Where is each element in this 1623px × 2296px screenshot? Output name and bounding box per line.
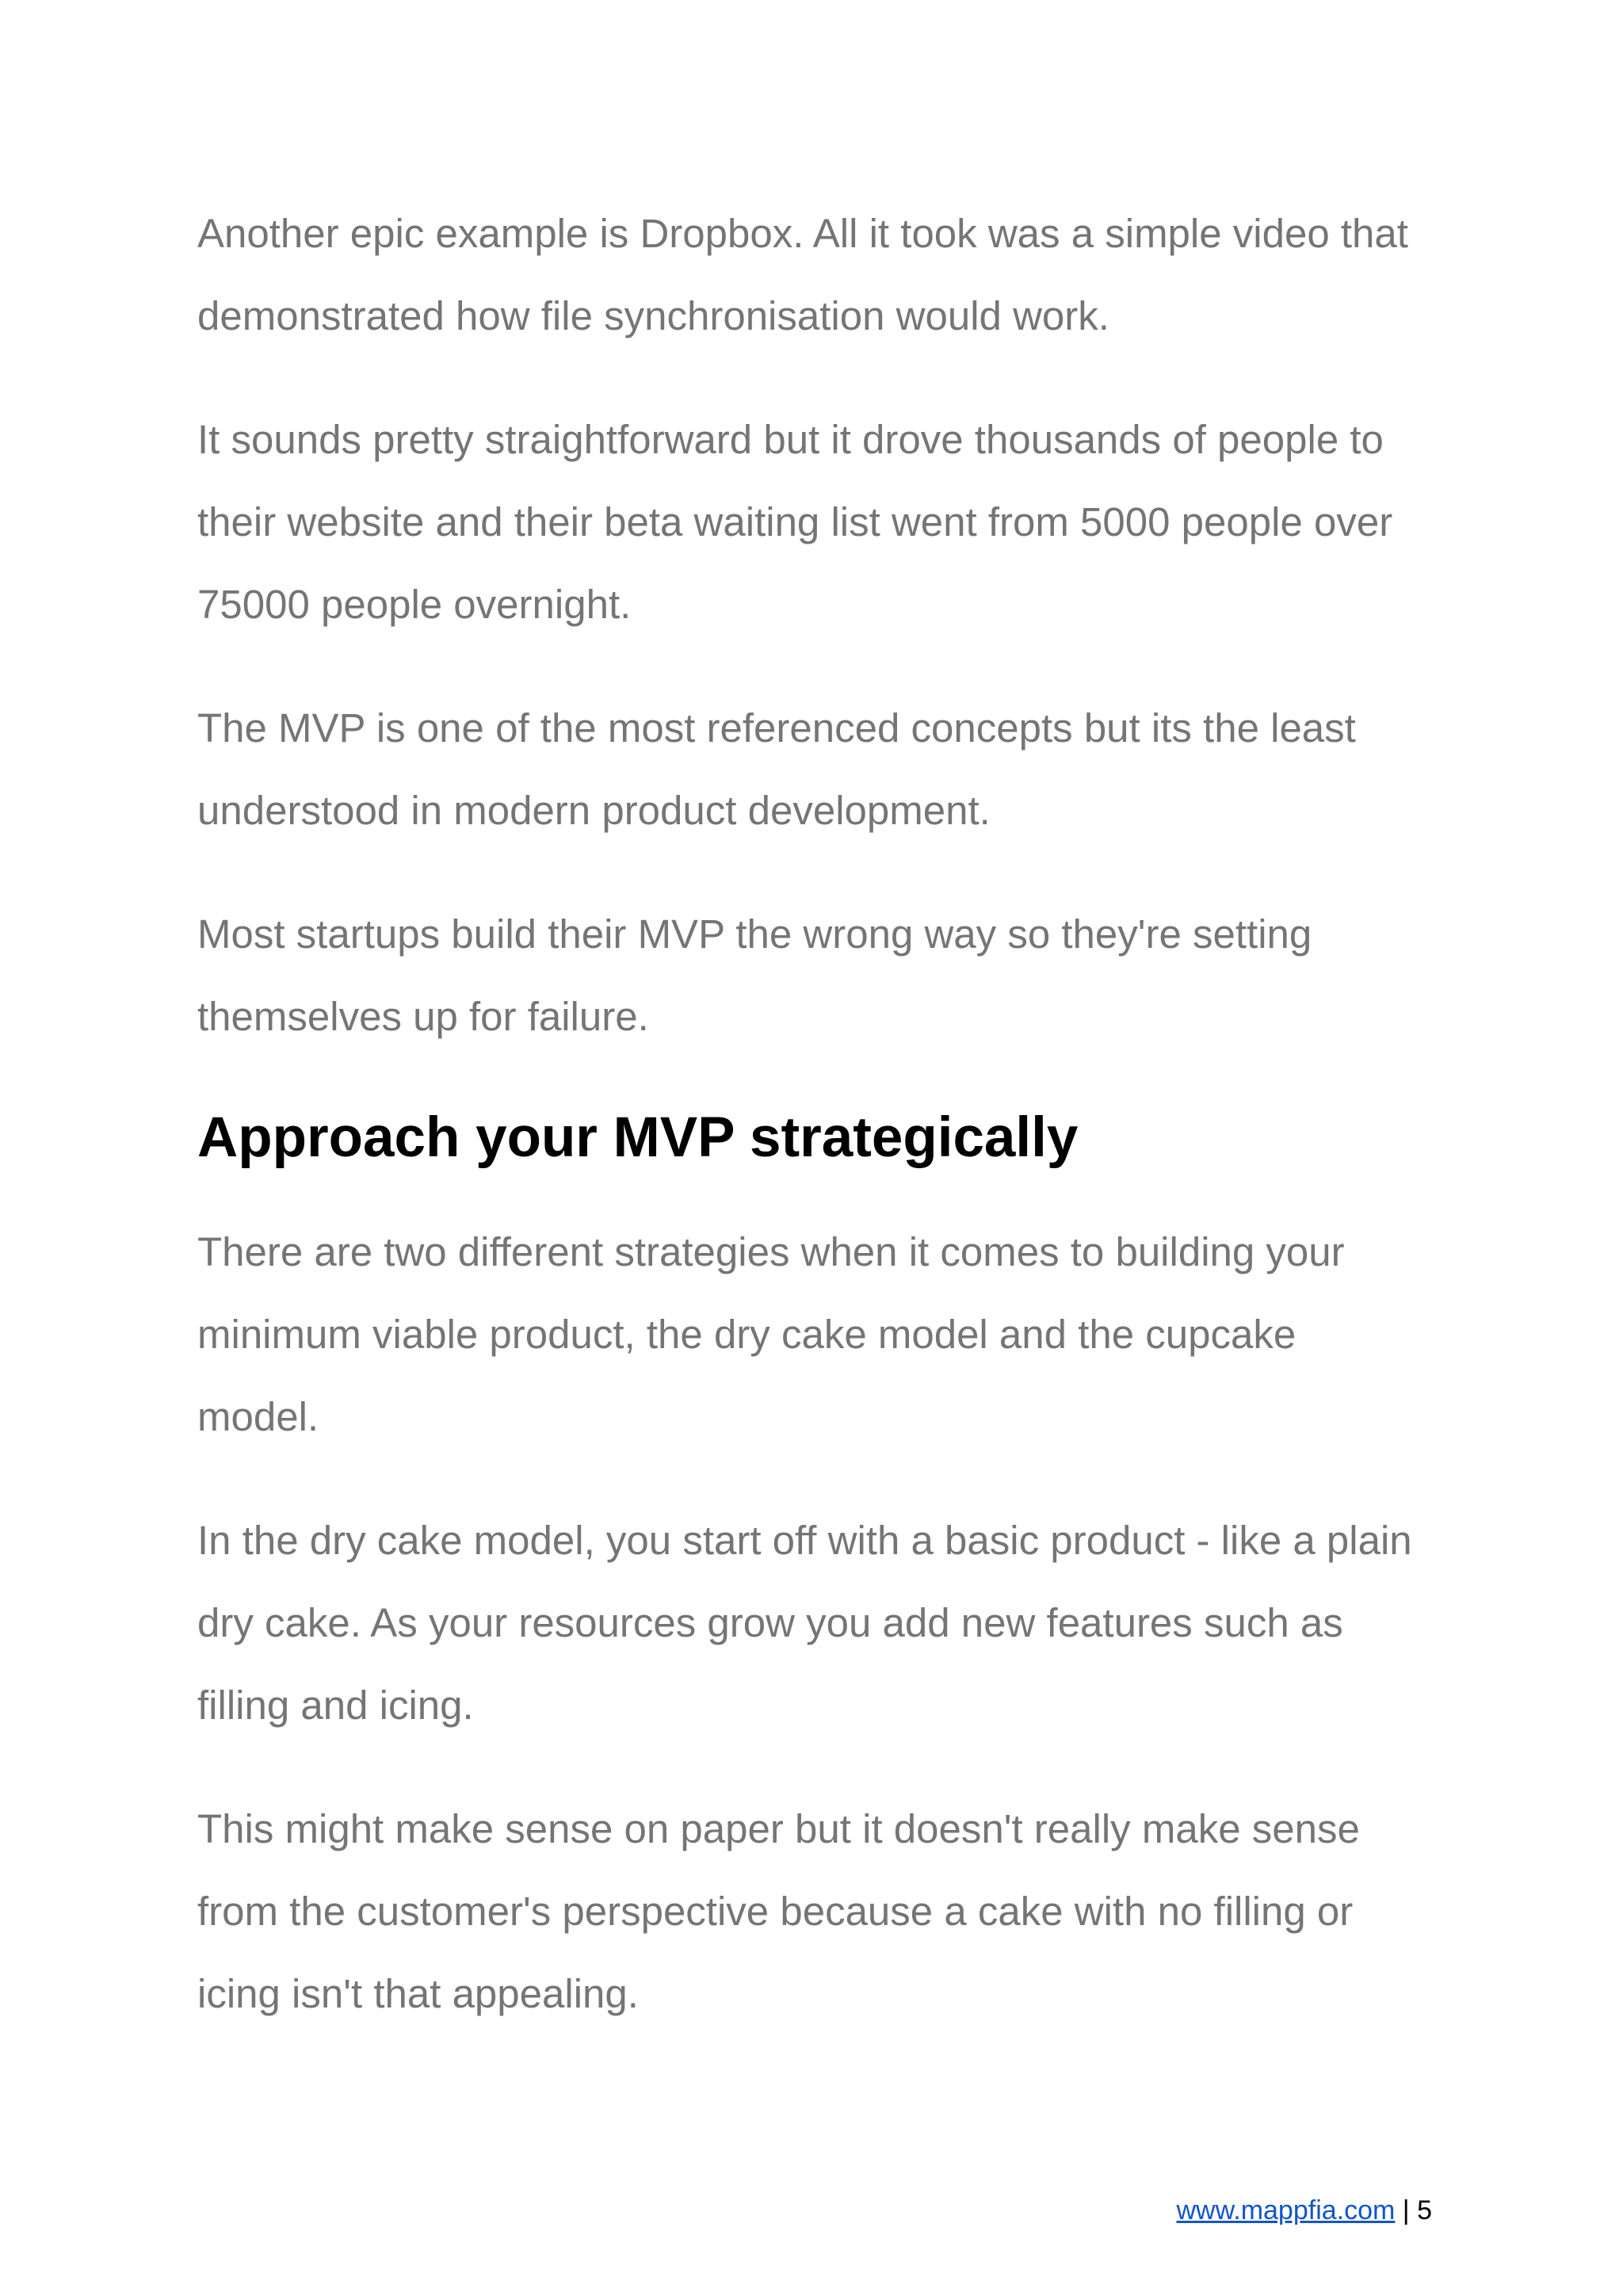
page-footer (1176, 2195, 1432, 2226)
page-number: 5 (1417, 2195, 1432, 2225)
website-link[interactable]: www.mappfia.com (1176, 2195, 1396, 2225)
text-line: 75000 people overnight. (197, 582, 632, 627)
text-line: demonstrated how file synchronisation would work. (197, 293, 1109, 338)
text-line: Another epic example is Dropbox. All it took was a simple video that (197, 211, 1408, 256)
text-line: model. (197, 1394, 319, 1439)
paragraph-dropbox-example (197, 193, 1449, 357)
text-line: This might make sense on paper but it doesn't really make sense (197, 1806, 1360, 1851)
text-line: themselves up for failure. (197, 994, 649, 1039)
footer-separator: | (1395, 2195, 1418, 2225)
paragraph-waiting-list (197, 399, 1449, 646)
paragraph-startups-failure (197, 893, 1449, 1058)
paragraph-mvp-concept (197, 687, 1449, 852)
text-line: minimum viable product, the dry cake model and the cupcake (197, 1312, 1296, 1357)
text-line: understood in modern product development. (197, 788, 991, 833)
text-line: In the dry cake model, you start off with a basic product - like a plain (197, 1518, 1412, 1563)
top-text-block (197, 193, 1449, 1099)
text-line: Most startups build their MVP the wrong way so they're setting (197, 911, 1312, 957)
section-heading: Approach your MVP strategically (197, 1106, 1079, 1169)
paragraph-dry-cake-model (197, 1499, 1449, 1747)
text-line: dry cake. As your resources grow you add new features such as (197, 1600, 1343, 1645)
text-line: filling and icing. (197, 1683, 474, 1728)
bottom-text-block (197, 1211, 1449, 2076)
paragraph-customer-perspective (197, 1788, 1449, 2035)
text-line: There are two different strategies when it comes to building your (197, 1229, 1345, 1274)
text-line: The MVP is one of the most referenced concepts but its the least (197, 705, 1356, 751)
paragraph-two-strategies (197, 1211, 1449, 1458)
text-line: from the customer's perspective because a cake with no filling or (197, 1889, 1354, 1934)
text-line: icing isn't that appealing. (197, 1971, 639, 2016)
text-line: It sounds pretty straightforward but it drove thousands of people to (197, 417, 1384, 462)
text-line: their website and their beta waiting list went from 5000 people over (197, 499, 1393, 544)
